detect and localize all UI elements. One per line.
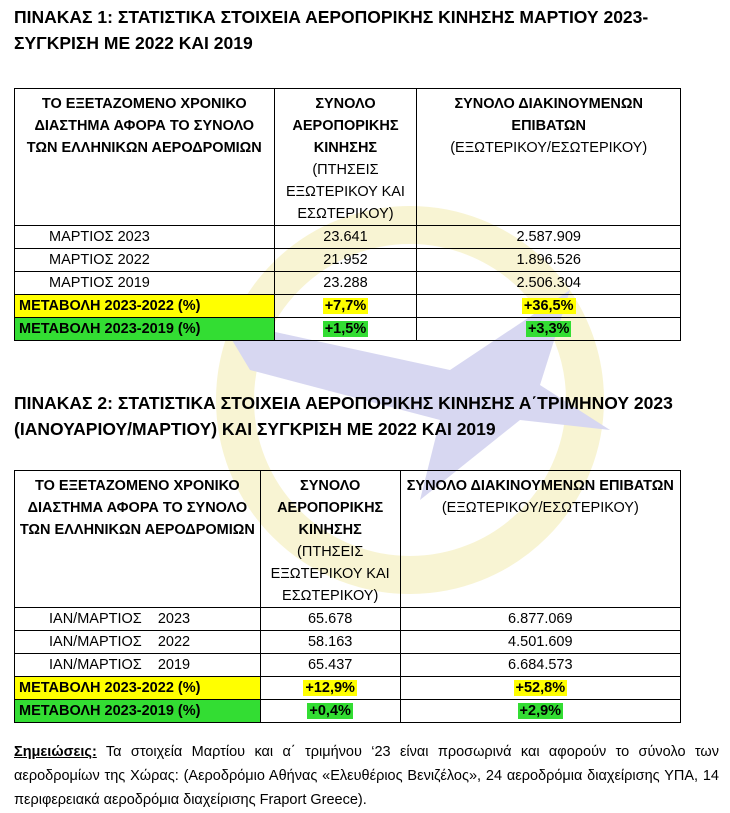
table1-row-passengers: 2.506.304 — [417, 272, 681, 295]
change-passengers-value: +3,3% — [527, 321, 570, 337]
table1-row-flights: 21.952 — [274, 249, 417, 272]
table2-row-label: ΙΑΝ/ΜΑΡΤΙΟΣ 2019 — [15, 654, 261, 677]
table2-change-row-2022 — [15, 677, 681, 700]
table1-change-row-2022 — [15, 295, 681, 318]
table-row — [15, 608, 681, 631]
table2-row-passengers: 6.877.069 — [400, 608, 680, 631]
table2-change-row-2019 — [15, 700, 681, 723]
change-flights — [274, 295, 417, 318]
change-flights-value: +1,5% — [324, 321, 367, 337]
change-flights — [260, 700, 400, 723]
table1 — [14, 88, 681, 341]
change-flights-value: +7,7% — [324, 298, 367, 314]
change-passengers — [417, 295, 681, 318]
table1-header-flights-sub: (ΠΤΗΣΕΙΣ ΕΞΩΤΕΡΙΚΟΥ ΚΑΙ ΕΣΩΤΕΡΙΚΟΥ) — [285, 162, 405, 222]
table1-header-period: ΤΟ ΕΞΕΤΑΖΟΜΕΝΟ ΧΡΟΝΙΚΟ ΔΙΑΣΤΗΜΑ ΑΦΟΡΑ ΤΟ ΣΥΝΟΛΟ ΤΩΝ ΕΛΛΗΝΙΚΩΝ ΑΕΡΟΔΡΟΜΙΩΝ — [15, 89, 275, 226]
table2-header-passengers-sub: (ΕΞΩΤΕΡΙΚΟΥ/ΕΣΩΤΕΡΙΚΟΥ) — [441, 500, 639, 516]
table2-row-flights: 65.437 — [260, 654, 400, 677]
change-passengers — [400, 700, 680, 723]
table2-row-passengers: 6.684.573 — [400, 654, 680, 677]
notes-label: Σημειώσεις: — [14, 744, 97, 760]
notes — [14, 740, 719, 812]
table-row — [15, 631, 681, 654]
table2-row-label: ΙΑΝ/ΜΑΡΤΙΟΣ 2023 — [15, 608, 261, 631]
table-row — [15, 272, 681, 295]
table1-row-label: ΜΑΡΤΙΟΣ 2023 — [15, 226, 275, 249]
change-flights-value: +12,9% — [305, 680, 355, 696]
change-label: ΜΕΤΑΒΟΛΗ 2023-2019 (%) — [15, 318, 275, 341]
table1-header-flights — [274, 89, 417, 226]
table2-header-flights-sub: (ΠΤΗΣΕΙΣ ΕΞΩΤΕΡΙΚΟΥ ΚΑΙ ΕΣΩΤΕΡΙΚΟΥ) — [270, 544, 390, 604]
table-row — [15, 654, 681, 677]
table-row — [15, 226, 681, 249]
table2-title: ΠΙΝΑΚΑΣ 2: ΣΤΑΤΙΣΤΙΚΑ ΣΤΟΙΧΕΙΑ ΑΕΡΟΠΟΡΙΚΗΣ ΚΙΝΗΣΗΣ Α΄ΤΡΙΜΗΝΟΥ 2023 (ΙΑΝΟΥΑΡΙΟΥ/ΜΑΡΤΙΟΥ) ΚΑΙ ΣΥΓΚΡΙΣΗ ΜΕ 2022 ΚΑΙ 2019 — [14, 393, 673, 439]
table1-header-flights-label: ΣΥΝΟΛΟ ΑΕΡΟΠΟΡΙΚΗΣ ΚΙΝΗΣΗΣ — [292, 96, 399, 156]
table2-row-flights: 58.163 — [260, 631, 400, 654]
change-passengers-value: +52,8% — [515, 680, 566, 696]
change-label: ΜΕΤΑΒΟΛΗ 2023-2022 (%) — [15, 295, 275, 318]
change-flights-value: +0,4% — [309, 703, 351, 719]
table2-row-label: ΙΑΝ/ΜΑΡΤΙΟΣ 2022 — [15, 631, 261, 654]
change-label: ΜΕΤΑΒΟΛΗ 2023-2019 (%) — [15, 700, 261, 723]
table1-row-flights: 23.641 — [274, 226, 417, 249]
table2-row-passengers: 4.501.609 — [400, 631, 680, 654]
table1-title: ΠΙΝΑΚΑΣ 1: ΣΤΑΤΙΣΤΙΚΑ ΣΤΟΙΧΕΙΑ ΑΕΡΟΠΟΡΙΚΗΣ ΚΙΝΗΣΗΣ ΜΑΡΤΙΟΥ 2023- ΣΥΓΚΡΙΣΗ ΜΕ 2022 ΚΑΙ 2019 — [14, 7, 649, 53]
table1-row-passengers: 1.896.526 — [417, 249, 681, 272]
notes-text: Τα στοιχεία Μαρτίου και α΄ τριμήνου ‘23 είναι προσωρινά και αφορούν το σύνολο των αεροδρομίων της Χώρας: (Αεροδρόμιο Αθήνας «Ελευθέριος Βενιζέλος», 24 αεροδρόμια διαχείρισης ΥΠΑ, 14 περιφερειακά αεροδρόμια διαχείρισης Fraport Greece). — [14, 744, 719, 808]
change-label: ΜΕΤΑΒΟΛΗ 2023-2022 (%) — [15, 677, 261, 700]
table1-header-passengers-sub: (ΕΞΩΤΕΡΙΚΟΥ/ΕΣΩΤΕΡΙΚΟΥ) — [450, 140, 648, 156]
table1-row-label: ΜΑΡΤΙΟΣ 2019 — [15, 272, 275, 295]
table1-row-passengers: 2.587.909 — [417, 226, 681, 249]
change-flights — [274, 318, 417, 341]
table1-row-flights: 23.288 — [274, 272, 417, 295]
table1-header-row — [15, 89, 681, 226]
table1-change-row-2019 — [15, 318, 681, 341]
table2-header-flights — [260, 471, 400, 608]
table2-header-flights-label: ΣΥΝΟΛΟ ΑΕΡΟΠΟΡΙΚΗΣ ΚΙΝΗΣΗΣ — [277, 478, 384, 538]
table2 — [14, 470, 681, 723]
table2-header-passengers-label: ΣΥΝΟΛΟ ΔΙΑΚΙΝΟΥΜΕΝΩΝ ΕΠΙΒΑΤΩΝ — [406, 478, 674, 494]
table2-header-period: ΤΟ ΕΞΕΤΑΖΟΜΕΝΟ ΧΡΟΝΙΚΟ ΔΙΑΣΤΗΜΑ ΑΦΟΡΑ ΤΟ ΣΥΝΟΛΟ ΤΩΝ ΕΛΛΗΝΙΚΩΝ ΑΕΡΟΔΡΟΜΙΩΝ — [15, 471, 261, 608]
table2-header-row — [15, 471, 681, 608]
table-row — [15, 249, 681, 272]
change-passengers-value: +36,5% — [523, 298, 574, 314]
table1-header-passengers-label: ΣΥΝΟΛΟ ΔΙΑΚΙΝΟΥΜΕΝΩΝ ΕΠΙΒΑΤΩΝ — [454, 96, 643, 134]
change-passengers — [417, 318, 681, 341]
table2-header-passengers — [400, 471, 680, 608]
table1-header-passengers — [417, 89, 681, 226]
change-passengers-value: +2,9% — [519, 703, 562, 719]
change-passengers — [400, 677, 680, 700]
table2-row-flights: 65.678 — [260, 608, 400, 631]
change-flights — [260, 677, 400, 700]
table1-row-label: ΜΑΡΤΙΟΣ 2022 — [15, 249, 275, 272]
